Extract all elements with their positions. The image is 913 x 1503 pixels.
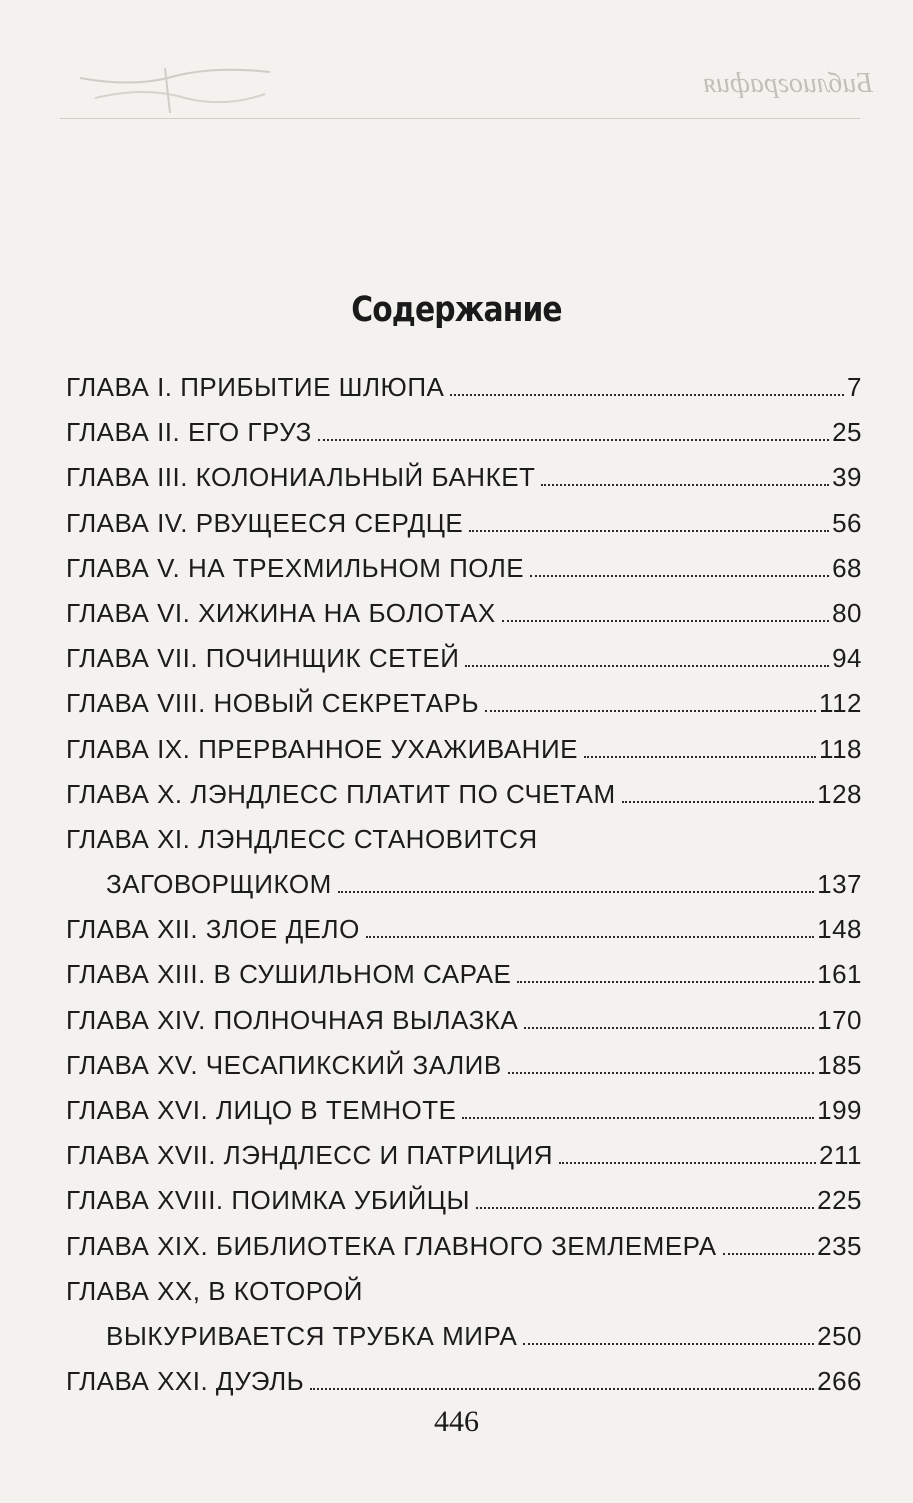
- dot-leader: [318, 439, 829, 441]
- dot-leader: [584, 756, 816, 758]
- toc-entry: [66, 462, 862, 507]
- toc-page-number: 211: [819, 1140, 862, 1171]
- toc-entry-title: ГЛАВА XII. ЗЛОЕ ДЕЛО: [66, 914, 360, 945]
- toc-page-number: 128: [817, 778, 862, 809]
- dot-leader: [541, 484, 829, 486]
- toc-entry-continuation: [66, 1321, 862, 1366]
- toc-entry: [66, 914, 862, 959]
- dot-leader: [465, 665, 829, 667]
- toc-entry: [66, 824, 862, 869]
- toc-entry-title: ГЛАВА XI. ЛЭНДЛЕСС СТАНОВИТСЯ: [66, 823, 538, 854]
- toc-page-number: 161: [817, 959, 862, 990]
- toc-entry-title: ГЛАВА III. КОЛОНИАЛЬНЫЙ БАНКЕТ: [66, 462, 536, 493]
- dot-leader: [524, 1027, 814, 1029]
- toc-page-number: 94: [832, 643, 862, 674]
- toc-entry: [66, 372, 862, 417]
- toc-entry-title: ГЛАВА XXI. ДУЭЛЬ: [66, 1366, 305, 1397]
- toc-entry: [66, 1050, 862, 1095]
- toc-page-number: 25: [832, 417, 862, 448]
- toc-entry-title: ГЛАВА VI. ХИЖИНА НА БОЛОТАХ: [66, 597, 496, 628]
- dot-leader: [523, 1343, 814, 1345]
- toc-entry-title: ГЛАВА V. НА ТРЕХМИЛЬНОМ ПОЛЕ: [66, 552, 525, 583]
- toc-entry-continuation: [66, 869, 862, 914]
- toc-entry: [66, 643, 862, 688]
- toc-entry: [66, 508, 862, 553]
- toc-entry-title: ГЛАВА XVIII. ПОИМКА УБИЙЦЫ: [66, 1185, 471, 1216]
- toc-entry-title: ГЛАВА VII. ПОЧИНЩИК СЕТЕЙ: [66, 643, 460, 674]
- dot-leader: [462, 1117, 814, 1119]
- toc-entry-title: ГЛАВА XIX. БИБЛИОТЕКА ГЛАВНОГО ЗЕМЛЕМЕРА: [66, 1230, 717, 1261]
- page-title: Содержание: [351, 290, 562, 330]
- toc-entry: [66, 1005, 862, 1050]
- toc-page-number: 199: [817, 1095, 862, 1125]
- dot-leader: [485, 710, 816, 712]
- dot-leader: [469, 530, 829, 532]
- toc-entry: [66, 688, 862, 733]
- toc-entry-title: ГЛАВА XIII. В СУШИЛЬНОМ САРАЕ: [66, 959, 512, 990]
- toc-entry-title: ГЛАВА XX, В КОТОРОЙ: [66, 1275, 363, 1306]
- toc-page-number: 235: [817, 1230, 862, 1261]
- table-of-contents: [66, 372, 862, 1411]
- toc-entry-title: ГЛАВА XVII. ЛЭНДЛЕСС И ПАТРИЦИЯ: [66, 1140, 553, 1171]
- toc-page-number: 250: [817, 1320, 862, 1351]
- toc-entry: [66, 553, 862, 598]
- toc-page-number: 266: [817, 1366, 862, 1397]
- dot-leader: [530, 575, 829, 577]
- toc-page-number: 7: [847, 372, 862, 402]
- toc-entry: [66, 1095, 862, 1140]
- ornament-icon: [75, 58, 275, 118]
- toc-page-number: 80: [832, 597, 862, 628]
- toc-page-number: 56: [832, 507, 862, 538]
- dot-leader: [366, 936, 814, 938]
- toc-entry: [66, 417, 862, 462]
- toc-entry-title: ГЛАВА IX. ПРЕРВАННОЕ УХАЖИВАНИЕ: [66, 733, 578, 764]
- toc-entry-title: ГЛАВА VIII. НОВЫЙ СЕКРЕТАРЬ: [66, 688, 480, 719]
- dot-leader: [559, 1162, 816, 1164]
- toc-entry-title-continuation: ВЫКУРИВАЕТСЯ ТРУБКА МИРА: [106, 1320, 518, 1351]
- toc-page-number: 68: [832, 552, 862, 583]
- dot-leader: [476, 1207, 814, 1209]
- toc-entry: [66, 1140, 862, 1185]
- dot-leader: [517, 981, 814, 983]
- toc-entry: [66, 959, 862, 1004]
- toc-entry-title: ГЛАВА XIV. ПОЛНОЧНАЯ ВЫЛАЗКА: [66, 1004, 519, 1035]
- toc-entry-title: ГЛАВА II. ЕГО ГРУЗ: [66, 417, 312, 448]
- toc-entry: [66, 598, 862, 643]
- toc-entry: [66, 1231, 862, 1276]
- toc-page-number: 112: [819, 688, 862, 719]
- toc-page-number: 39: [832, 462, 862, 493]
- dot-leader: [508, 1072, 814, 1074]
- dot-leader: [502, 620, 829, 622]
- toc-entry-title: ГЛАВА IV. РВУЩЕЕСЯ СЕРДЦЕ: [66, 507, 464, 538]
- toc-entry-title-continuation: ЗАГОВОРЩИКОМ: [106, 869, 332, 900]
- toc-entry: [66, 734, 862, 779]
- toc-page-number: 118: [819, 733, 862, 764]
- dot-leader: [338, 891, 814, 893]
- toc-entry-title: ГЛАВА XVI. ЛИЦО В ТЕМНОТЕ: [66, 1095, 457, 1125]
- dot-leader: [723, 1253, 814, 1255]
- dot-leader: [622, 801, 814, 803]
- dot-leader: [450, 394, 844, 396]
- header-rule: [60, 118, 860, 119]
- toc-page-number: 185: [817, 1049, 862, 1080]
- page-number: 446: [434, 1405, 479, 1438]
- toc-entry-title: ГЛАВА X. ЛЭНДЛЕСС ПЛАТИТ ПО СЧЕТАМ: [66, 778, 616, 809]
- running-header: Библиография: [703, 68, 873, 99]
- toc-page-number: 170: [817, 1004, 862, 1035]
- dot-leader: [310, 1388, 814, 1390]
- toc-entry: [66, 1276, 862, 1321]
- toc-entry: [66, 1185, 862, 1230]
- toc-page-number: 137: [817, 869, 862, 900]
- toc-entry: [66, 779, 862, 824]
- toc-page-number: 148: [817, 914, 862, 945]
- toc-entry-title: ГЛАВА XV. ЧЕСАПИКСКИЙ ЗАЛИВ: [66, 1049, 502, 1080]
- toc-entry-title: ГЛАВА I. ПРИБЫТИЕ ШЛЮПА: [66, 372, 445, 402]
- toc-page-number: 225: [817, 1185, 862, 1216]
